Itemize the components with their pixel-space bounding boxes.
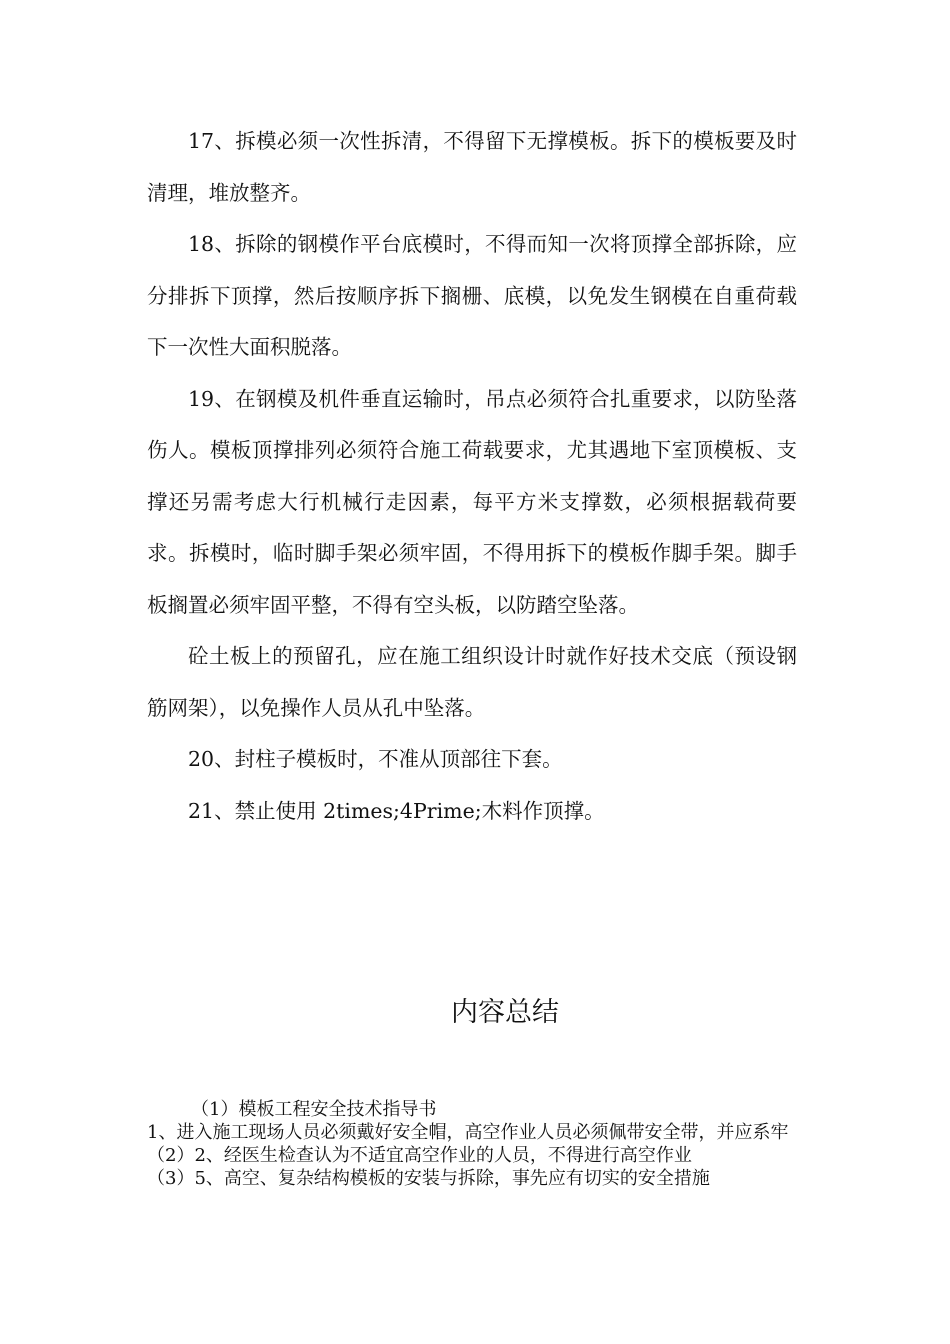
- summary-section: [147, 1098, 797, 1190]
- paragraph-20: 20、封柱子模板时，不准从顶部往下套。: [188, 747, 563, 771]
- paragraph-reserved-hole: 砼土板上的预留孔，应在施工组织设计时就作好技术交底（预设钢筋网架），以免操作人员从孔中坠落。: [147, 644, 797, 720]
- summary-item-1: 1、进入施工现场人员必须戴好安全帽，高空作业人员必须佩带安全带，并应系牢: [147, 1122, 789, 1143]
- summary-heading: （1）模板工程安全技术指导书: [191, 1099, 437, 1120]
- body-text: [147, 116, 797, 837]
- paragraph-21: 21、禁止使用 2times;4Prime;木料作顶撑。: [188, 798, 605, 823]
- paragraph-18: 18、拆除的钢模作平台底模时，不得而知一次将顶撑全部拆除，应分排拆下顶撑，然后按顺序拆下搁栅、底模，以免发生钢模在自重荷载下一次性大面积脱落。: [147, 232, 797, 359]
- summary-item-2: （2）2、经医生检查认为不适宜高空作业的人员，不得进行高空作业: [147, 1145, 692, 1166]
- summary-item-3: （3）5、高空、复杂结构模板的安装与拆除，事先应有切实的安全措施: [147, 1168, 710, 1189]
- summary-title: 内容总结: [451, 997, 559, 1028]
- paragraph-17: 17、拆模必须一次性拆清，不得留下无撑模板。拆下的模板要及时清理，堆放整齐。: [147, 129, 797, 205]
- paragraph-19: 19、在钢模及机件垂直运输时，吊点必须符合扎重要求，以防坠落伤人。模板顶撑排列必须符合施工荷载要求，尤其遇地下室顶模板、支撑还另需考虑大行机械行走因素，每平方米支撑数，必须根据载荷要求。拆模时，临时脚手架必须牢固，不得用拆下的模板作脚手架。脚手板搁置必须牢固平整，不得有空头板，以防踏空坠落。: [147, 386, 797, 617]
